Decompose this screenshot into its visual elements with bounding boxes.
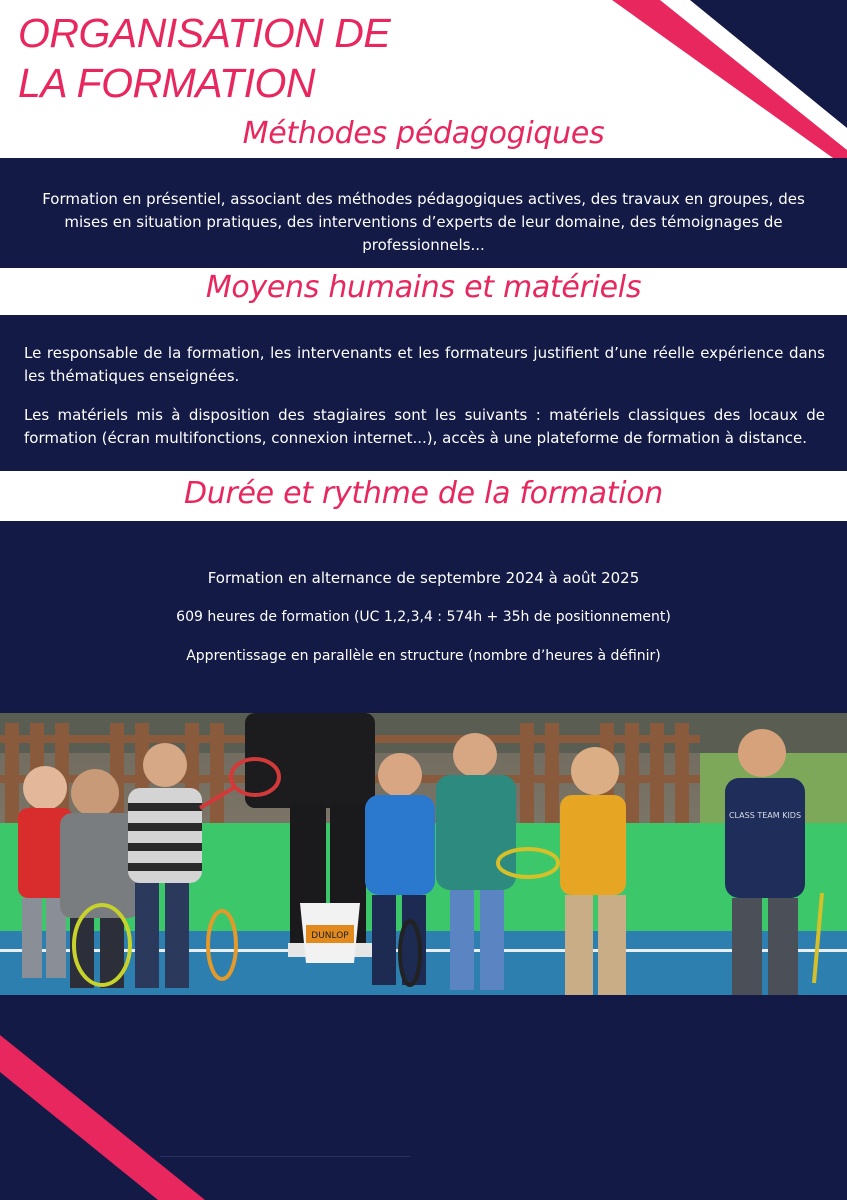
jacket-label: CLASS TEAM KIDS xyxy=(728,811,802,820)
moyens-paragraph-1: Le responsable de la formation, les intervenants et les formateurs justifient d’une réelle expérience dans les thématiques enseignées. xyxy=(24,344,825,385)
page-title-line1: ORGANISATION DE xyxy=(18,10,391,56)
page-title-line2: LA FORMATION xyxy=(18,60,315,106)
section-title-methodes: Méthodes pédagogiques xyxy=(242,116,605,151)
methodes-text: Formation en présentiel, associant des méthodes pédagogiques actives, des travaux en groupes, des mises en situation pratiques, des interventions d’experts de leur domaine, des témoignages de professionnels... xyxy=(42,190,805,254)
bottom-left-pink-stripe-overlay xyxy=(0,1035,205,1200)
duree-line-2: 609 heures de formation (UC 1,2,3,4 : 574h + 35h de positionnement) xyxy=(176,609,671,625)
duree-line-1: Formation en alternance de septembre 2024 à août 2025 xyxy=(207,569,640,587)
duree-line-3: Apprentissage en parallèle en structure (nombre d’heures à définir) xyxy=(186,648,661,664)
moyens-paragraph-2: Les matériels mis à disposition des stagiaires sont les suivants : matériels classiques des locaux de formation (écran multifonctions, connexion internet...), accès à une plateforme de formation à distance. xyxy=(24,406,825,447)
bucket-label: DUNLOP xyxy=(311,931,349,941)
section-title-duree: Durée et rythme de la formation xyxy=(183,476,664,511)
section-title-moyens: Moyens humains et matériels xyxy=(205,270,642,305)
